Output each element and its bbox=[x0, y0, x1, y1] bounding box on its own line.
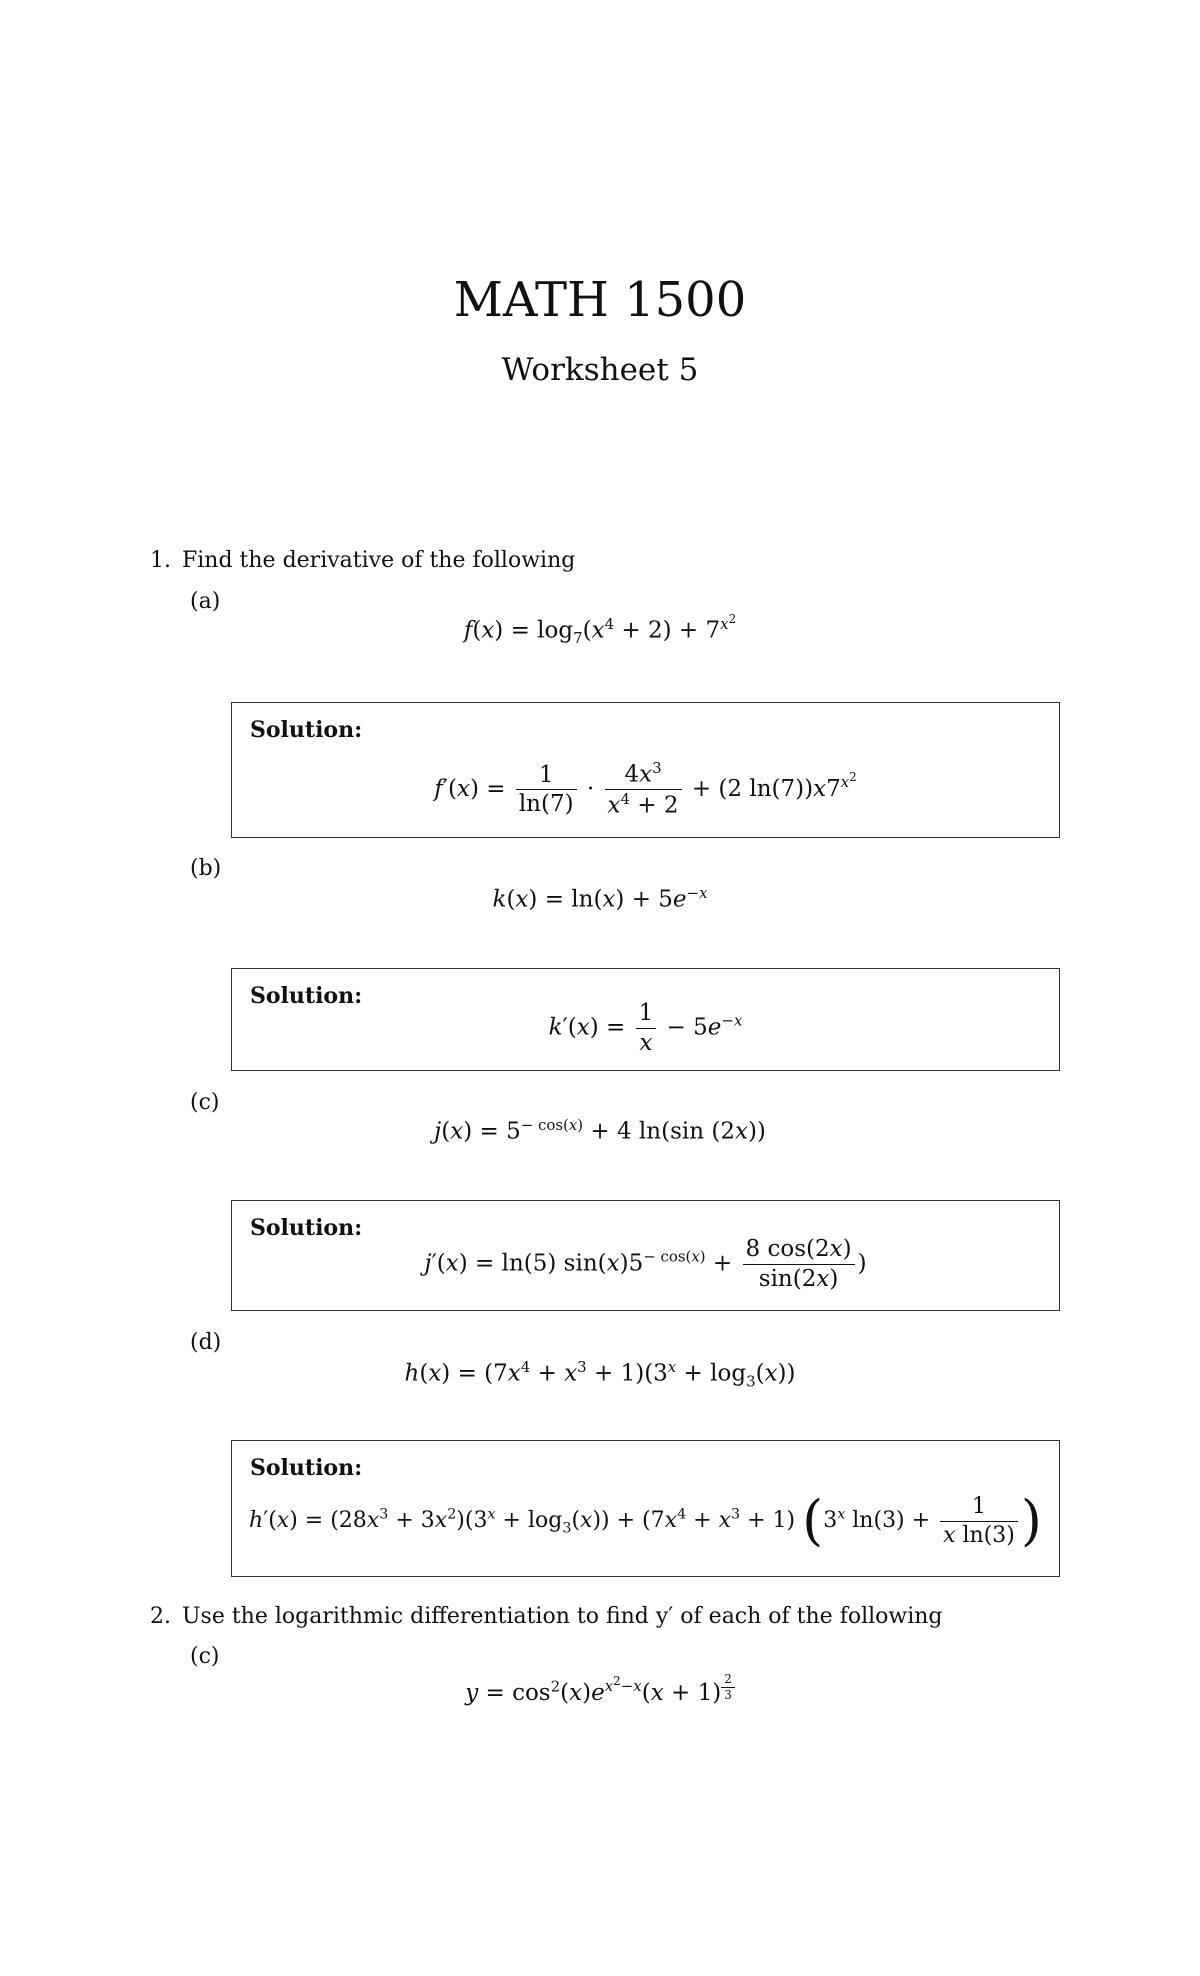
question-number: 1. bbox=[150, 548, 171, 573]
solution-equation-1a: f′(x) = $\frac{1}{\ln(7)}$ · $\frac{4x^3}{x^4 + 2}$ + (2 $\ln(7))x7^{x^2}$ bbox=[434, 759, 857, 820]
question-1 bbox=[150, 548, 575, 573]
question-prompt: Use the logarithmic differentiation to find y′ of each of the following bbox=[182, 1604, 943, 1629]
question-prompt: Find the derivative of the following bbox=[182, 548, 576, 573]
question-number: 2. bbox=[150, 1604, 171, 1629]
part-label-1a: (a) bbox=[190, 589, 221, 614]
equation-1a: $f(x) = \log_7(x^4 + 2) + 7^{x^2}$ bbox=[463, 612, 737, 648]
page-title: MATH 1500 bbox=[453, 272, 747, 328]
part-label-1b: (b) bbox=[190, 856, 222, 881]
solution-label: Solution: bbox=[250, 717, 363, 743]
solution-box-1b bbox=[231, 968, 1060, 1071]
page-subtitle: Worksheet 5 bbox=[501, 352, 699, 388]
solution-box-1a bbox=[231, 702, 1060, 838]
equation-1c: $j(x) = 5^{- cos(x)} + 4$ ln(sin (2x)) bbox=[434, 1116, 766, 1145]
solution-box-1c bbox=[231, 1200, 1060, 1311]
part-label-1d: (d) bbox=[190, 1330, 222, 1355]
solution-equation-1d: $h'(x) = (28x^3 + 3x^2)(3^x + \log_3(x)) + (7x^4 + x^3 + 1)$ (3$^x$ ln(3) + $\frac{1}{\text{x ln(3)}}$ ) bbox=[249, 1489, 1042, 1552]
equation-2c: $y = \cos^2(x)e^{x^2-x}(x + 1)$ $^{\frac{2}{3}}$ bbox=[0, 1672, 1200, 1705]
part-label-2c: (c) bbox=[190, 1644, 220, 1669]
equation-1d: $h(x) = (7x^4 + x^3 + 1)(3^x + \log_3(x))$ bbox=[404, 1358, 796, 1391]
solution-box-1d bbox=[231, 1440, 1060, 1577]
solution-label: Solution: bbox=[250, 983, 363, 1009]
equation-1b: $k(x) = \ln(x) + 5e^{-x}$ bbox=[492, 884, 708, 913]
solution-equation-1b: k′(x) = $\frac{1}{x}$ − $5e^{-x}$ bbox=[548, 1000, 743, 1056]
part-label-1c: (c) bbox=[190, 1090, 220, 1115]
solution-label: Solution: bbox=[250, 1455, 363, 1481]
solution-label: Solution: bbox=[250, 1215, 363, 1241]
solution-equation-1c: j′(x) = ln(5) $\sin(x)5^{- cos(x)}$ + $\frac{8 \cos(2x)}{\sin(2x)}$ ) bbox=[424, 1236, 867, 1292]
question-2 bbox=[150, 1604, 943, 1629]
